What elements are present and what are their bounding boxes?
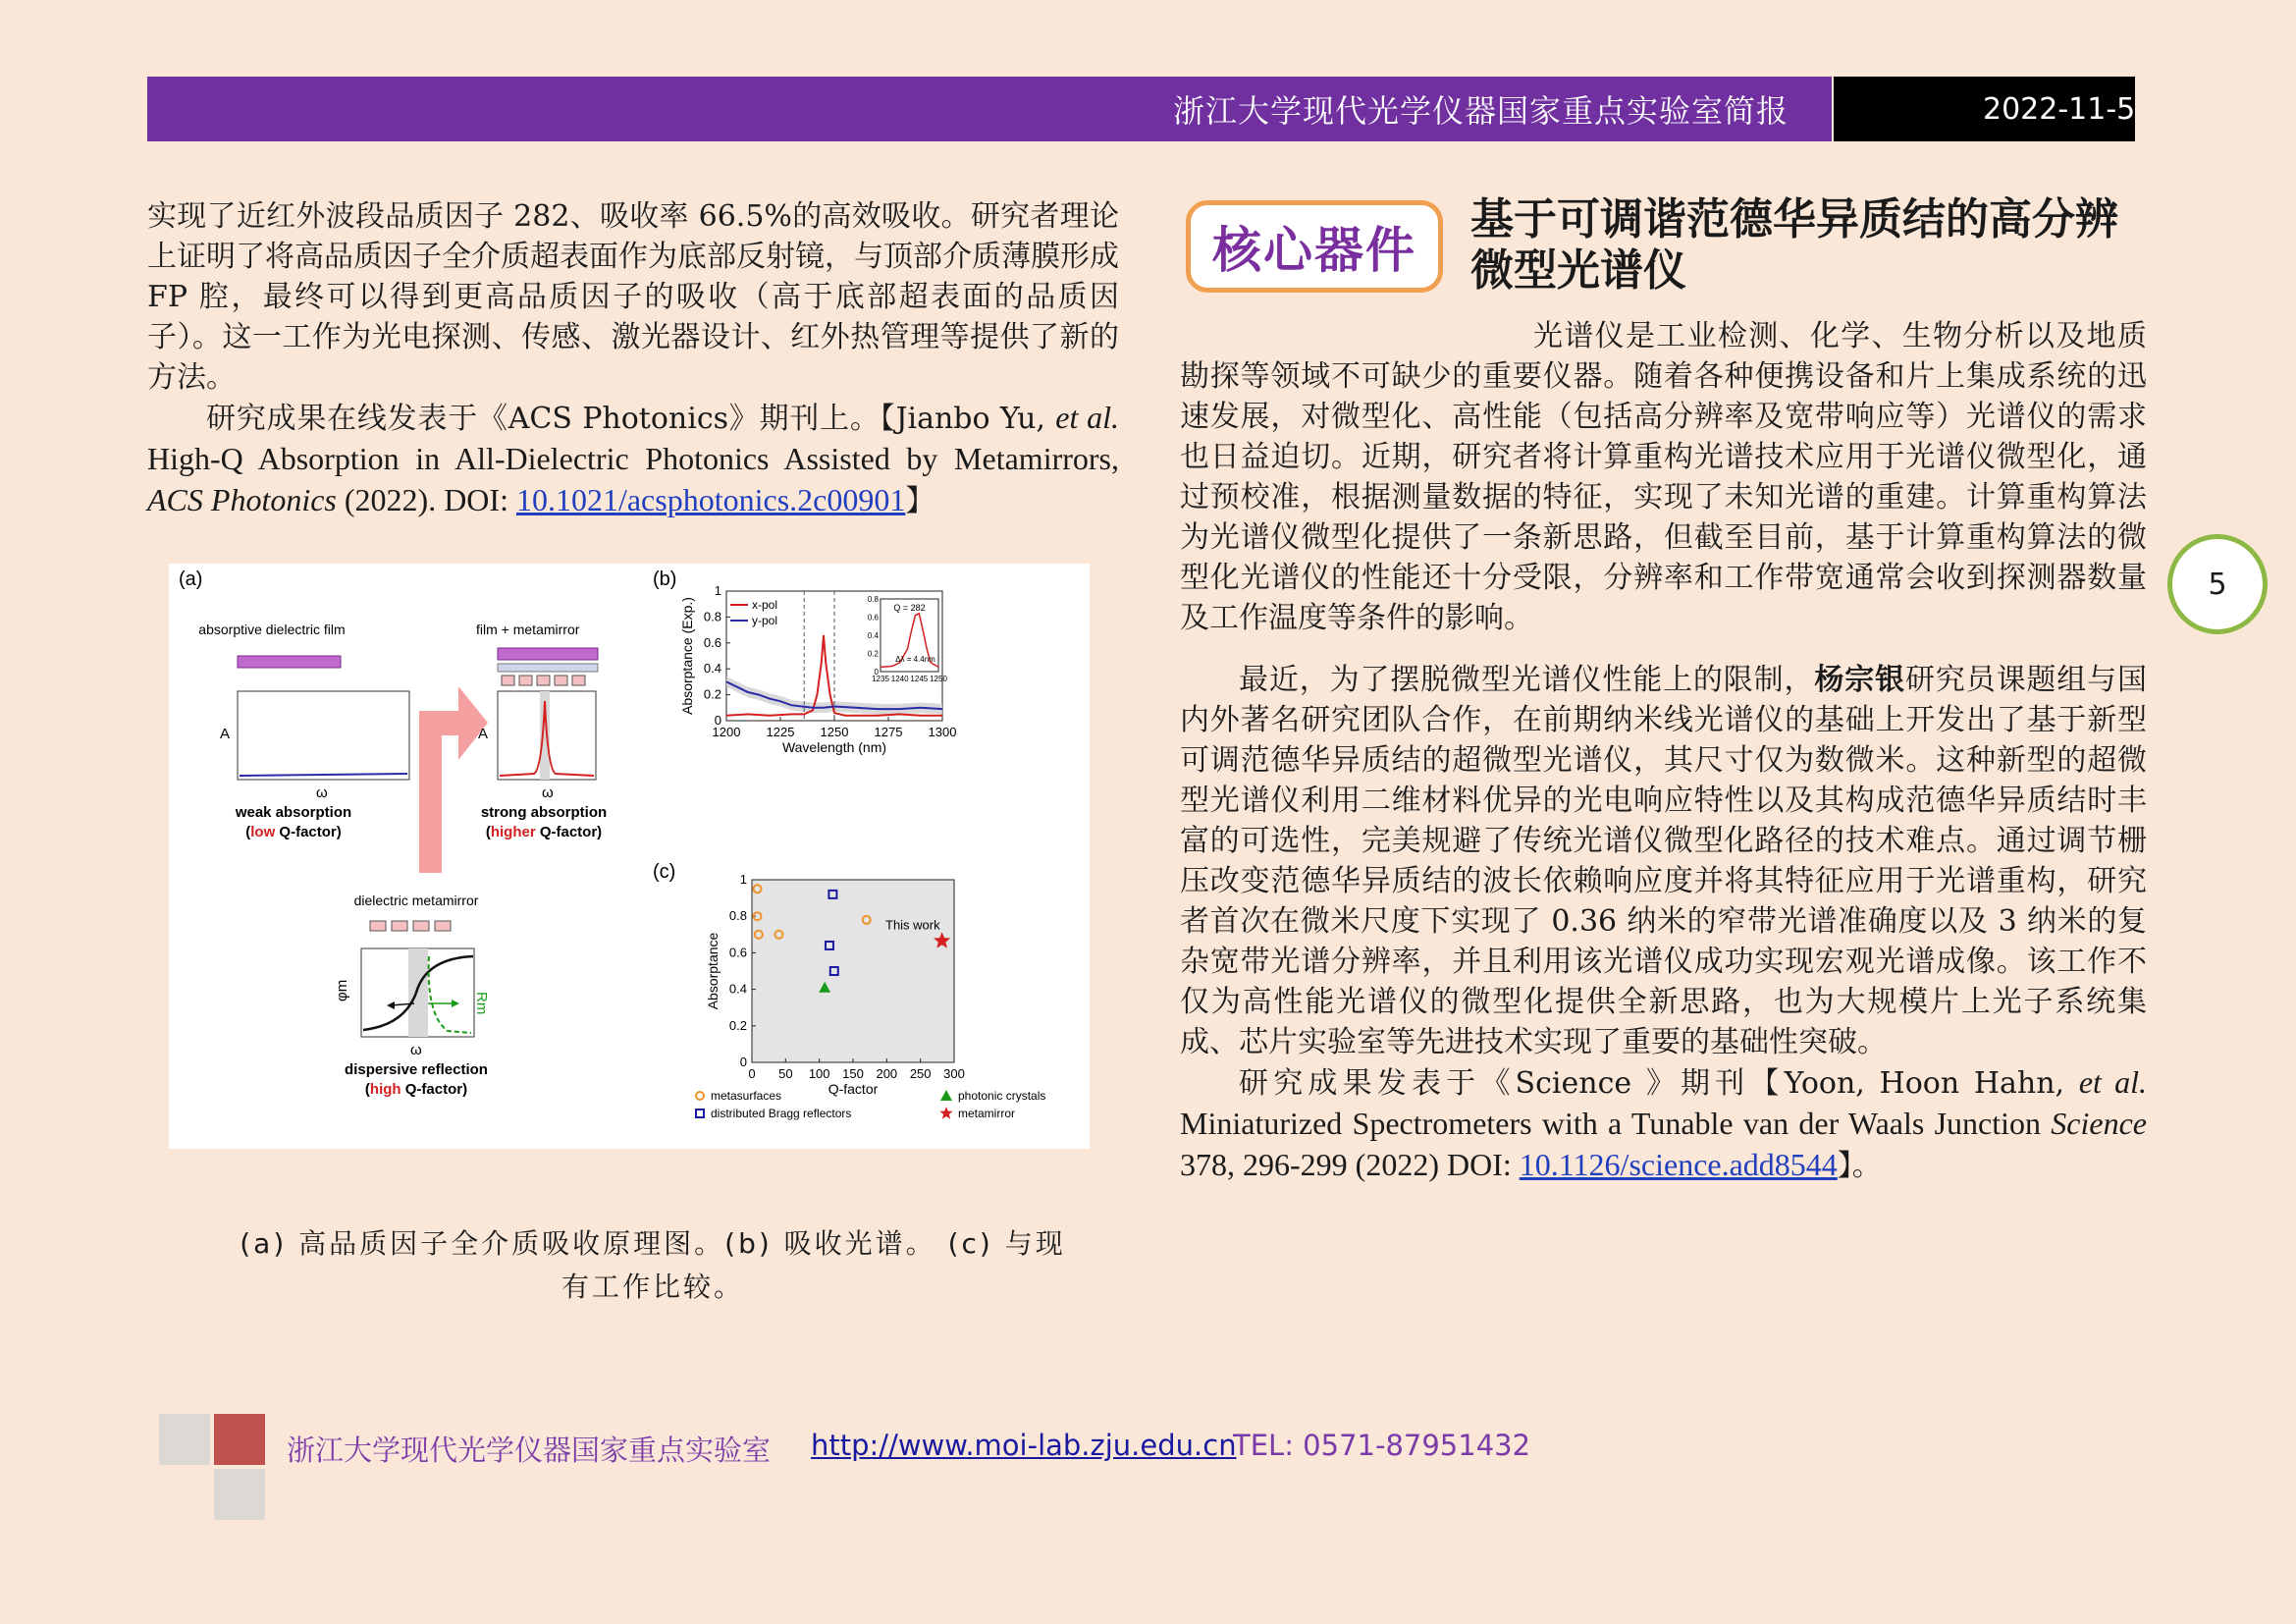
chart-c-ytick-label: 0.4 bbox=[728, 981, 747, 997]
pillar-5 bbox=[572, 676, 585, 685]
pillar-3 bbox=[537, 676, 550, 685]
chart-b-inset-ytick: 0.4 bbox=[867, 631, 879, 640]
chart-c bbox=[696, 872, 1045, 1120]
chart-b-inset-xtick: 1235 bbox=[872, 675, 889, 683]
chart-c-xtick-label: 150 bbox=[842, 1066, 864, 1081]
left-para-2-journal: ACS Photonics bbox=[147, 482, 337, 517]
mm-pillar-1 bbox=[370, 921, 386, 931]
chart-c-legend-mm-marker bbox=[939, 1107, 952, 1119]
chart-b-legend-y: y-pol bbox=[752, 614, 778, 627]
absorptive-film-bar bbox=[238, 656, 341, 668]
footer-square-2 bbox=[214, 1414, 265, 1465]
section-badge bbox=[1186, 200, 1443, 293]
chart-b-ytick-label: 0 bbox=[714, 713, 721, 728]
high-q-word: high bbox=[369, 1081, 401, 1098]
high-q-paren: ( bbox=[364, 1081, 370, 1098]
chart-b-inset-q: Q = 282 bbox=[893, 603, 926, 613]
left-para-2-title: High-Q Absorption in All-Dielectric Photonics Assisted by Metamirrors, bbox=[147, 441, 1119, 476]
chart-c-legend-dbr: distributed Bragg reflectors bbox=[711, 1107, 852, 1120]
chart-c-xtick-label: 0 bbox=[748, 1066, 756, 1081]
chart-c-legend-meta: metasurfaces bbox=[711, 1089, 782, 1103]
caption-line-1: (a) 高品质因子全介质吸收原理图。(b) 吸收光谱。 (c) 与现 bbox=[240, 1227, 1066, 1260]
chart-c-xtick-label: 200 bbox=[876, 1066, 898, 1081]
chart-b-xlabel: Wavelength (nm) bbox=[781, 739, 887, 755]
pillar-1 bbox=[502, 676, 514, 685]
right-column bbox=[1180, 316, 2147, 1186]
chart-c-xtick-label: 250 bbox=[909, 1066, 932, 1081]
chart-c-ytick-label: 0 bbox=[739, 1055, 747, 1069]
footer-lab-name: 浙江大学现代光学仪器国家重点实验室 bbox=[287, 1434, 772, 1467]
chart-c-ytick-label: 1 bbox=[739, 872, 747, 887]
phi-m-label: φm bbox=[334, 979, 350, 1001]
chart-b-ytick-label: 0.4 bbox=[703, 661, 721, 677]
chart-b-inset-xtick: 1245 bbox=[910, 675, 929, 683]
section-badge-label: 核心器件 bbox=[1212, 222, 1416, 279]
low-q-word: low bbox=[250, 824, 276, 840]
right-para-3-volume: 378, 296-299 (2022) DOI: bbox=[1180, 1147, 1520, 1182]
pillar-4 bbox=[555, 676, 567, 685]
r-m-label: Rm bbox=[473, 992, 490, 1015]
left-para-2-etal: et al. bbox=[1055, 400, 1119, 435]
higher-q-rest: Q-factor) bbox=[535, 824, 603, 840]
figure-svg bbox=[169, 564, 1090, 1149]
chart-b-ytick-label: 0.8 bbox=[703, 609, 721, 624]
chart-c-xtick-label: 100 bbox=[808, 1066, 830, 1081]
higher-q-label bbox=[486, 824, 602, 840]
film-metamirror-film bbox=[498, 648, 598, 660]
chart-c-legend-dbr-marker bbox=[696, 1110, 704, 1117]
panel-a-label: (a) bbox=[179, 568, 203, 590]
left-column bbox=[147, 196, 1119, 521]
chart-b-xtick-label: 1250 bbox=[820, 725, 849, 739]
right-para-2-rest: 研究员课题组与国内外著名研究团队合作，在前期纳米线光谱仪的基础上开发出了基于新型可调范德华异质结的超微型光谱仪，其尺寸仅为数微米。这种新型的超微型光谱仪利用二维材料优异的光电响应特性以及其构成范德华异质结时丰富的可选性，完美规避了传统光谱仪微型化路径的技术难点。通过调节栅压改变范德华异质结的波长依赖响应度并将其特征应用于光谱重构，研究者首次在微米尺度下实现了 0.36 纳米的窄带光谱准确度以及 3 纳米的复杂宽带光谱分辨率，并且利用该光谱仪成功实现宏观光谱成像。该工作不仅为高性能光谱仪的微型化提供全新思路，也为大规模片上光子系统集成、芯片实验室等先进技术实现了重要的基础性突破。 bbox=[1180, 663, 2148, 1059]
chart-b-inset-xtick: 1240 bbox=[890, 675, 909, 683]
film-metamirror-label: film + metamirror bbox=[476, 622, 580, 637]
low-q-paren: ( bbox=[245, 824, 251, 840]
dielectric-metamirror-label: dielectric metamirror bbox=[353, 893, 479, 908]
footer-tel: TEL: 0571-87951432 bbox=[1233, 1429, 1531, 1462]
chart-c-ylabel: Absorptance bbox=[705, 932, 721, 1010]
left-para-2 bbox=[147, 398, 1119, 521]
chart-c-ytick-label: 0.6 bbox=[728, 945, 747, 960]
right-para-3 bbox=[1180, 1062, 2147, 1186]
chart-b-inset-dl: Δλ = 4.4nm bbox=[895, 655, 935, 664]
footer-url-link[interactable]: http://www.moi-lab.zju.edu.cn bbox=[811, 1429, 1237, 1462]
left-para-2-end: 】 bbox=[905, 484, 935, 518]
page-number: 5 bbox=[2167, 534, 2268, 634]
dispersive-axis-omega: ω bbox=[410, 1042, 422, 1058]
chart-c-xtick-label: 50 bbox=[778, 1066, 793, 1081]
strong-absorption-label: strong absorption bbox=[480, 804, 608, 821]
mm-pillar-2 bbox=[392, 921, 407, 931]
chart-c-legend-pc-marker bbox=[940, 1090, 952, 1101]
chart-b-inset-ytick: 0.8 bbox=[867, 595, 879, 604]
chart-c-this-work: This work bbox=[885, 917, 940, 933]
dispersive-reflection-label: dispersive reflection bbox=[345, 1061, 488, 1078]
header-date: 2022-11-5 bbox=[1983, 92, 2136, 127]
chart-b-inset-ytick: 0 bbox=[874, 668, 879, 677]
chart-c-xtick-label: 300 bbox=[943, 1066, 965, 1081]
article-title: 基于可调谐范德华异质结的高分辨微型光谱仪 bbox=[1470, 194, 2118, 296]
chart-b-legend-x: x-pol bbox=[752, 598, 778, 612]
chart-b bbox=[679, 583, 956, 755]
header-title: 浙江大学现代光学仪器国家重点实验室简报 bbox=[1173, 92, 1789, 130]
chart-b-inset-ytick: 0.6 bbox=[867, 613, 879, 623]
dispersive-band bbox=[408, 948, 428, 1037]
chart-b-inset-ytick: 0.2 bbox=[867, 649, 879, 659]
chart-b-ytick-label: 1 bbox=[714, 583, 721, 598]
footer-square-3 bbox=[214, 1469, 265, 1520]
higher-q-word: higher bbox=[490, 824, 536, 840]
pillar-2 bbox=[519, 676, 532, 685]
chart-c-legend-meta-marker bbox=[696, 1092, 704, 1100]
weak-axis-omega: ω bbox=[316, 785, 328, 801]
absorptive-film-label: absorptive dielectric film bbox=[198, 622, 346, 637]
left-doi-link[interactable]: 10.1021/acsphotonics.2c00901 bbox=[515, 482, 906, 517]
low-q-label bbox=[245, 824, 342, 840]
strong-axis-A: A bbox=[478, 726, 489, 742]
mm-pillar-4 bbox=[435, 921, 451, 931]
high-q-label bbox=[365, 1081, 467, 1098]
chart-b-xtick-label: 1225 bbox=[766, 725, 795, 739]
left-para-2-year: (2022). DOI: bbox=[336, 482, 516, 517]
chart-c-legend-pc: photonic crystals bbox=[958, 1089, 1046, 1103]
mm-pillar-3 bbox=[413, 921, 429, 931]
chart-b-xtick-label: 1275 bbox=[874, 725, 903, 739]
right-para-3-prefix: 研究成果发表于《Science 》期刊【Yoon, Hoon Hahn, bbox=[1239, 1066, 2079, 1101]
chart-c-ytick-label: 0.2 bbox=[728, 1017, 747, 1033]
chart-c-ytick-label: 0.8 bbox=[728, 908, 747, 924]
footer-square-1 bbox=[159, 1414, 210, 1465]
panel-c-label: (c) bbox=[653, 861, 676, 883]
metamirror-substrate bbox=[498, 664, 598, 672]
chart-b-ylabel: Absorptance (Exp.) bbox=[679, 597, 695, 715]
right-para-3-journal: Science bbox=[2051, 1106, 2147, 1141]
chart-b-xtick-label: 1200 bbox=[712, 725, 741, 739]
right-para-3-title: Miniaturized Spectrometers with a Tunable van der Waals Junction bbox=[1180, 1106, 2052, 1141]
chart-b-ytick-label: 0.6 bbox=[703, 634, 721, 650]
strong-axis-omega: ω bbox=[542, 785, 554, 801]
right-para-1: 光谱仪是工业检测、化学、生物分析以及地质勘探等领域不可缺少的重要仪器。随着各种便携设备和片上集成系统的迅速发展，对微型化、高性能（包括高分辨率及宽带响应等）光谱仪的需求也日益迫切。近期，研究者将计算重构光谱技术应用于光谱仪微型化，通过预校准，根据测量数据的特征，实现了未知光谱的重建。计算重构算法为光谱仪微型化提供了一条新思路，但截至目前，基于计算重构算法的微型化光谱仪的性能还十分受限，分辨率和工作带宽通常会收到探测器数量及工作温度等条件的影响。 bbox=[1180, 319, 2147, 635]
weak-absorption-label: weak absorption bbox=[235, 804, 352, 821]
right-para-3-etal: et al. bbox=[2078, 1064, 2148, 1100]
chart-c-frame bbox=[752, 880, 954, 1062]
figure bbox=[169, 564, 1090, 1149]
transform-arrow bbox=[419, 686, 488, 873]
chart-c-xlabel: Q-factor bbox=[828, 1081, 879, 1097]
higher-q-paren: ( bbox=[485, 824, 491, 840]
panel-b-label: (b) bbox=[653, 568, 677, 590]
chart-c-legend-mm: metamirror bbox=[958, 1107, 1016, 1120]
figure-caption bbox=[236, 1222, 1070, 1309]
left-para-1: 实现了近红外波段品质因子 282、吸收率 66.5%的高效吸收。研究者理论上证明了将高品质因子全介质超表面作为底部反射镜，与顶部介质薄膜形成 FP 腔，最终可以得到更高品质因子的吸收（高于底部超表面的品质因子）。这一工作为光电探测、传感、激光器设计、红外热管理等提供了新的方法。 bbox=[147, 199, 1119, 395]
researcher-name: 杨宗银 bbox=[1814, 663, 1905, 697]
low-q-rest: Q-factor) bbox=[275, 824, 342, 840]
chart-b-xtick-label: 1300 bbox=[928, 725, 957, 739]
right-para-2-start: 最近，为了摆脱微型光谱仪性能上的限制， bbox=[1239, 663, 1815, 697]
caption-line-2: 有工作比较。 bbox=[561, 1271, 744, 1303]
weak-axis-A: A bbox=[220, 726, 231, 742]
right-doi-link[interactable]: 10.1126/science.add8544 bbox=[1519, 1147, 1838, 1182]
left-para-2-prefix: 研究成果在线发表于《ACS Photonics》期刊上。【Jianbo Yu, bbox=[206, 402, 1056, 436]
weak-plot-box bbox=[238, 691, 409, 780]
chart-b-inset-xtick: 1250 bbox=[930, 675, 947, 683]
high-q-rest: Q-factor) bbox=[400, 1081, 468, 1098]
chart-b-ytick-label: 0.2 bbox=[703, 686, 721, 702]
right-para-2 bbox=[1180, 660, 2147, 1062]
right-para-3-end: 】。 bbox=[1837, 1149, 1882, 1183]
